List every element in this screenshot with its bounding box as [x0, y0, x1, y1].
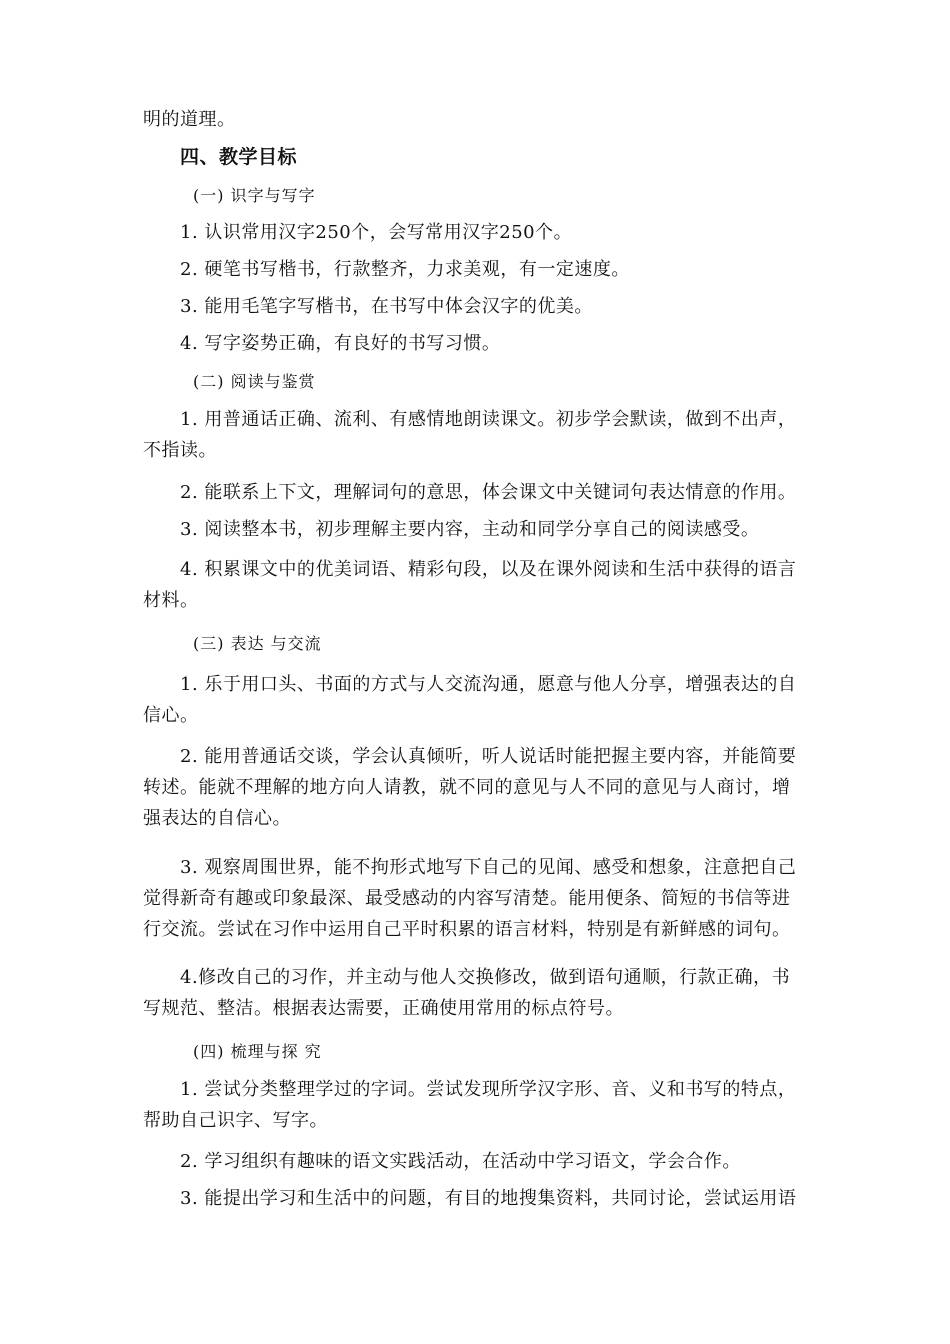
- list-item: 1. 尝试分类整理学过的字词。尝试发现所学汉字形、音、义和书写的特点，: [180, 1079, 797, 1100]
- list-item-continuation: 转述。能就不理解的地方向人请教，就不同的意见与人不同的意见与人商讨，增: [143, 777, 791, 798]
- list-item: 4. 写字姿势正确，有良好的书写习惯。: [180, 333, 501, 354]
- list-item-continuation: 写规范、整洁。根据表达需要，正确使用常用的标点符号。: [143, 998, 624, 1019]
- list-item: 3. 观察周围世界，能不拘形式地写下自己的见闻、感受和想象，注意把自己: [180, 857, 797, 878]
- section-heading: 四、教学目标: [180, 146, 298, 168]
- list-item: 1. 用普通话正确、流利、有感情地朗读课文。初步学会默读，做到不出声，: [180, 409, 797, 430]
- subsection-heading: (二) 阅读与鉴赏: [193, 372, 316, 391]
- subsection-heading: (一) 识字与写字: [193, 186, 316, 205]
- list-item-continuation: 帮助自己识字、写字。: [143, 1110, 328, 1131]
- list-item: 2. 学习组织有趣味的语文实践活动，在活动中学习语文，学会合作。: [180, 1151, 741, 1172]
- list-item-continuation: 觉得新奇有趣或印象最深、最受感动的内容写清楚。能用便条、简短的书信等进: [143, 888, 791, 909]
- paragraph-continuation: 明的道理。: [143, 109, 236, 130]
- list-item: 4. 积累课文中的优美词语、精彩句段，以及在课外阅读和生活中获得的语言: [180, 559, 797, 580]
- list-item-continuation: 强表达的自信心。: [143, 808, 291, 829]
- list-item-continuation: 不指读。: [143, 440, 217, 461]
- list-item: 4.修改自己的习作，并主动与他人交换修改，做到语句通顺，行款正确，书: [180, 967, 791, 988]
- list-item-continuation: 行交流。尝试在习作中运用自己平时积累的语言材料，特别是有新鲜感的词句。: [143, 919, 791, 940]
- subsection-heading: (三) 表达 与交流: [193, 634, 322, 653]
- list-item: 3. 阅读整本书，初步理解主要内容，主动和同学分享自己的阅读感受。: [180, 519, 760, 540]
- list-item: 3. 能用毛笔字写楷书，在书写中体会汉字的优美。: [180, 296, 593, 317]
- list-item-continuation: 材料。: [143, 590, 199, 611]
- list-item: 1. 认识常用汉字250个，会写常用汉字250个。: [180, 222, 573, 243]
- list-item: 2. 能联系上下文，理解词句的意思，体会课文中关键词句表达情意的作用。: [180, 482, 797, 503]
- list-item: 2. 能用普通话交谈，学会认真倾听，听人说话时能把握主要内容，并能简要: [180, 746, 797, 767]
- list-item-continuation: 信心。: [143, 705, 199, 726]
- list-item: 2. 硬笔书写楷书，行款整齐，力求美观，有一定速度。: [180, 259, 630, 280]
- list-item: 1. 乐于用口头、书面的方式与人交流沟通，愿意与他人分享，增强表达的自: [180, 674, 797, 695]
- subsection-heading: (四) 梳理与探 究: [193, 1042, 322, 1061]
- list-item: 3. 能提出学习和生活中的问题，有目的地搜集资料，共同讨论，尝试运用语: [180, 1188, 797, 1209]
